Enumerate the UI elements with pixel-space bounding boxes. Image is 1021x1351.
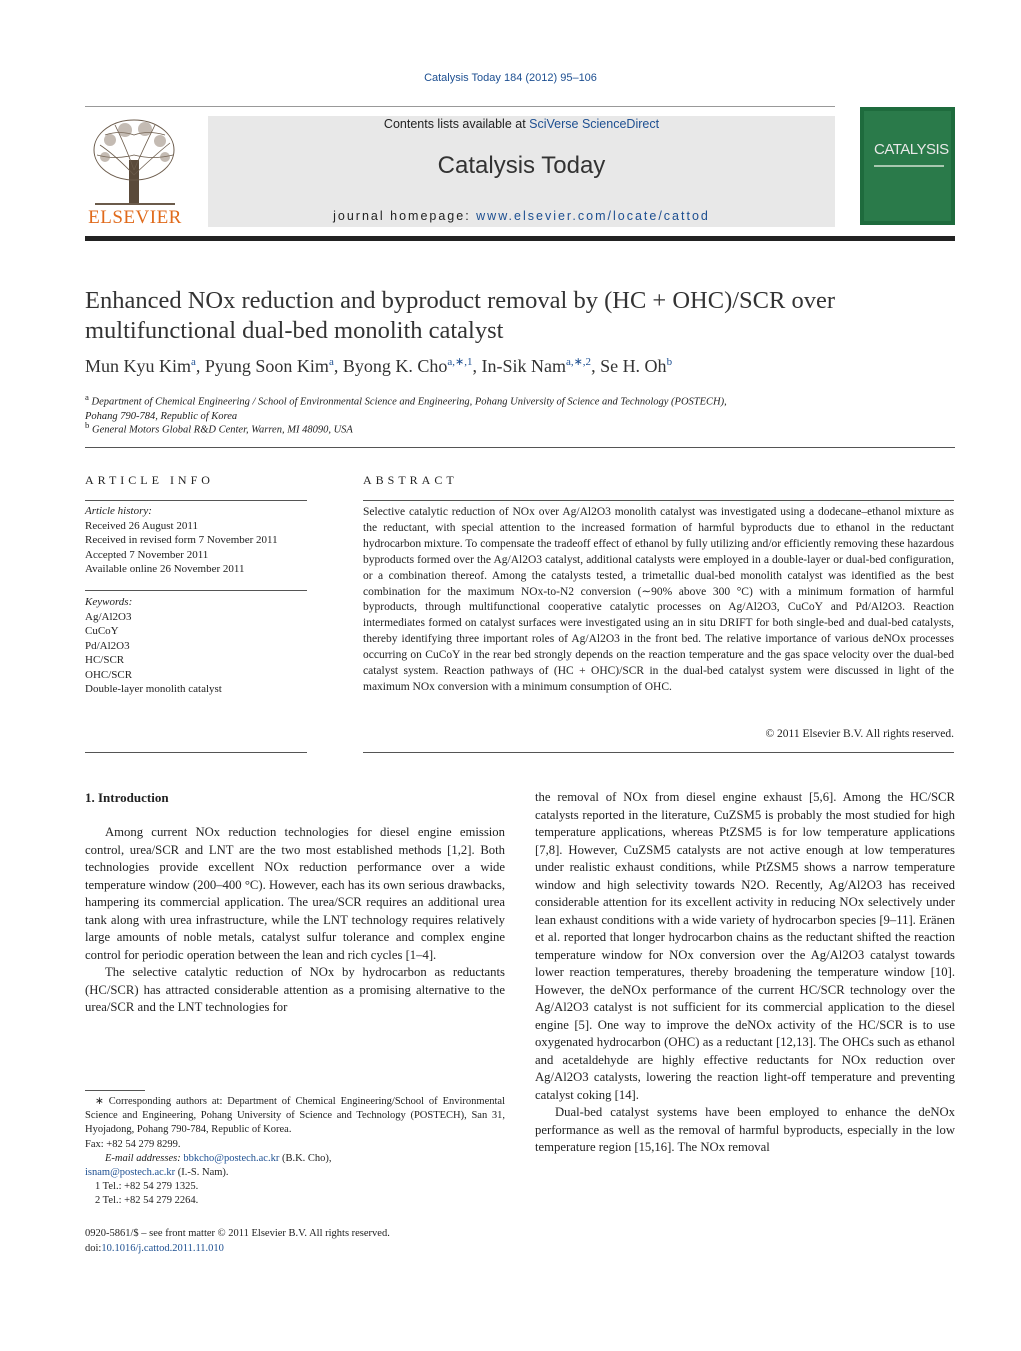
email-owner: (I.-S. Nam). [175,1167,229,1179]
header-rule [85,106,835,107]
email-note-2 [85,1166,505,1180]
abstract-rule [363,500,954,501]
keywords-rule [85,590,307,591]
keyword: OHC/SCR [85,668,133,681]
intro-right-column [535,789,955,1157]
cover-rule [874,165,944,167]
email-owner: (B.K. Cho), [279,1152,332,1164]
intro-left-column [85,824,505,1017]
author-affil-mark[interactable]: a [191,356,196,368]
corresponding-author-note: ∗ Corresponding authors at: Department of Chemical Engineering/School of Environmental Science and Engineering, Pohang University of Science and Technology (POSTECH), San 31, Hyojadong, Pohang 790-784, Republic of Korea. [85,1096,505,1136]
affiliation-mark: b [85,420,90,430]
footnote-2: 2 Tel.: +82 54 279 2264. [95,1195,199,1207]
elsevier-wordmark: ELSEVIER [88,207,182,228]
abstract-copyright: © 2011 Elsevier B.V. All rights reserved. [765,728,954,740]
author-affil-mark[interactable]: a [328,356,334,368]
author-affil-mark[interactable]: a,∗,1 [447,356,473,368]
doi-link[interactable]: 10.1016/j.cattod.2011.11.010 [101,1243,224,1254]
affiliation-rule [85,447,955,448]
article-info-heading: ARTICLE INFO [85,473,214,487]
author-affil-mark[interactable]: a,∗,2 [565,356,592,368]
history-item: Received in revised form 7 November 2011 [85,534,278,546]
paragraph: Dual-bed catalyst systems have been employed to enhance the deNOx performance as well as the removal of harmful byproducts, especially in the low temperature region [15,16]. The NOx removal [535,1105,955,1154]
journal-citation[interactable]: Catalysis Today 184 (2012) 95–106 [424,72,597,84]
journal-title: Catalysis Today [437,152,606,179]
affiliation-mark: a [85,392,89,402]
keywords [85,595,307,697]
email-label: E-mail addresses: [105,1152,181,1164]
sciencedirect-link[interactable]: SciVerse ScienceDirect [529,117,660,131]
journal-cover-thumbnail [860,107,955,225]
affiliation-text-line2: Pohang 790-784, Republic of Korea [85,410,238,422]
article-history [85,504,307,577]
affiliation-b [85,418,955,438]
footnotes [85,1095,505,1209]
footnote-rule [85,1090,145,1091]
paragraph: the removal of NOx from diesel engine exhaust [5,6]. Among the HC/SCR catalysts reported in the literature, CuZSM5 is probably the most studied for high temperature applications, whereas PtZSM5 is for low temperature applications [7,8]. However, CuZSM5 catalysts are not active enough at low temperatures under realistic exhaust conditions, while PtZSM5 shows a narrow temperature window and high selectivity towards N2O. Recently, Ag/Al2O3 has received considerable attention for its excellent activity in reducing NOx selectively under lean exhaust conditions with a wide variety of hydrocarbon species [9–11]. Eränen et al. reported that longer hydrocarbon chains as the reductant shifted the reaction temperature window for NOx conversion over the Ag/Al2O3 catalyst towards lower reaction temperatures, thereby broadening the temperature window [10]. However, the deNOx performance of the current HC/SCR technology over the Ag/Al2O3 catalyst is not sufficient for its commercial application to the diesel engine [5]. One way to improve the deNOx activity of the HC/SCR is to use oxygenated hydrocarbon (OHC) as a reductant [12,13]. The OHCs such as ethanol and acetaldehyde are highly effective reductants for NOx reduction over Ag/Al2O3 catalysts, lowering the reaction light-off temperature and preventing catalyst coking [14]. [535,790,955,1102]
contents-line [208,117,835,131]
abstract-text: Selective catalytic reduction of NOx over Ag/Al2O3 monolith catalyst was investigated using a dodecane–ethanol mixture as the reductant, with special attention to the increased formation of harmful byproducts due to ethanol in the reductant hydrocarbon mixture. To compensate the tradeoff effect of ethanol by fully utilizing and/or efficiently removing these hazardous byproducts formed over the Ag/Al2O3 catalyst, additional catalysts were employed in a double-layer or dual-bed configuration, or a combination thereof. Among the catalysts tested, a trimetallic dual-bed monolith catalyst was identified as the best combination for the maximum NOx-to-N2 conversion (∼90% above 300 °C) with a minimum formation of harmful byproducts, through multifunctional cooperative catalytic processes on Ag/Al2O3, CuCoY and Pd/Al2O3. Reaction intermediates formed on catalyst surfaces were investigated using an in situ DRIFT for both single-bed and dual-bed catalysts, thereby identifying three important roles of Ag/Al2O3 in the front bed. The relative importance of various deNOx processes occurring on CuCoY in the rear bed strongly depends on the reaction temperature and the gas space velocity over the dual-bed catalyst system. Reaction pathways of (HC + OHC)/SCR in the dual-bed catalyst system were discussed in light of the maximum NOx conversion with a minimum consumption of OHC. [363,506,954,693]
email-link[interactable]: isnam@postech.ac.kr [85,1167,176,1179]
history-item: Accepted 7 November 2011 [85,548,209,561]
history-item: Available online 26 November 2011 [85,563,245,575]
doi-prefix: doi: [85,1243,102,1254]
journal-homepage [208,209,835,223]
abstract-bottom-rule [363,752,954,753]
footnote-1: 1 Tel.: +82 54 279 1325. [95,1181,199,1193]
author-name[interactable]: Se H. Oh [600,356,667,376]
author-list: Mun Kyu Kim$^a$, Pyung Soon Kim$^a$, Byong K. Cho$^{a,∗,1}$, In-Sik Nam$^{a,∗,2}$, Se H. Oh$^b$ [85,356,673,376]
affiliation-text: Department of Chemical Engineering / School of Environmental Science and Engineering, Pohang University of Science and Technology (POSTECH), [91,396,727,408]
email-note [85,1152,505,1166]
article-info-bottom-rule [85,752,307,753]
doi-line [85,1241,505,1256]
author-affil-mark[interactable]: b [666,356,673,368]
article-meta [85,1226,505,1256]
article-title: Enhanced NOx reduction and byproduct removal by (HC + OHC)/SCR over multifunctional dual-bed monolith catalyst [85,287,836,344]
abstract-heading: ABSTRACT [363,473,458,487]
keyword: Double-layer monolith catalyst [85,683,222,695]
history-label: Article history: [85,505,152,517]
section-heading-introduction: 1. Introduction [85,790,169,805]
keyword: HC/SCR [85,654,125,666]
paragraph: The selective catalytic reduction of NOx by hydrocarbon as reductants (HC/SCR) has attracted considerable attention as a promising alternative to the urea/SCR and the LNT technologies for [85,965,505,1014]
keywords-label: Keywords: [85,596,133,608]
history-item: Received 26 August 2011 [85,519,198,532]
author-name[interactable]: Pyung Soon Kim [204,356,329,376]
header-thick-rule [85,236,955,241]
issn-line: 0920-5861/$ – see front matter © 2011 Elsevier B.V. All rights reserved. [85,1228,390,1239]
fax-note: Fax: +82 54 279 8299. [85,1138,181,1150]
author-name[interactable]: In-Sik Nam [481,356,566,376]
homepage-prefix: journal homepage: [333,209,477,223]
paragraph: Among current NOx reduction technologies for diesel engine emission control, urea/SCR and LNT are the two most established methods [1,2]. Both technologies provide excellent NOx reduction performance over a wide temperature window (200–400 °C). However, each has its own serious drawbacks, hampering its commercial application. The urea/SCR requires an additional urea tank along with urea infrastructure, while the LNT technology requires relatively large amounts of noble metals, catalyst sulfur tolerance and complex engine control for periodic operation between the lean and rich cycles [1–4]. [85,825,505,962]
keyword: Pd/Al2O3 [85,639,130,652]
author-name[interactable]: Mun Kyu Kim [85,356,192,376]
article-info-rule [85,500,307,501]
email-link[interactable]: bbkcho@postech.ac.kr [183,1152,280,1164]
elsevier-logo [85,115,185,230]
author-name[interactable]: Byong K. Cho [342,356,448,376]
homepage-link[interactable]: www.elsevier.com/locate/cattod [476,209,710,223]
keyword: CuCoY [85,625,119,637]
contents-prefix: Contents lists available at [383,117,530,131]
affiliation-text: General Motors Global R&D Center, Warren, MI 48090, USA [92,424,353,436]
cover-title: CATALYSIS [874,141,949,158]
keyword: Ag/Al2O3 [85,610,132,623]
